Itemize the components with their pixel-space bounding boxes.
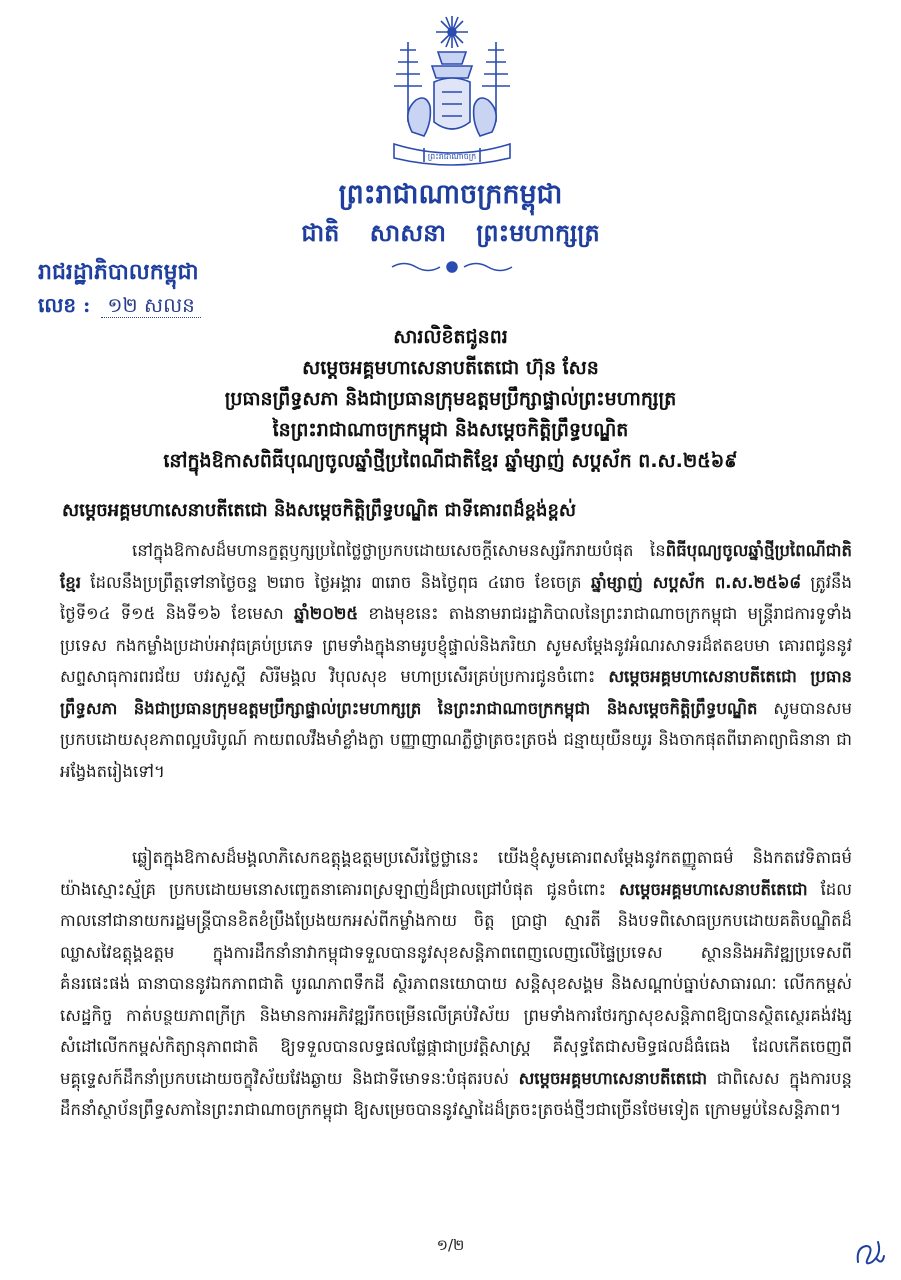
p2-text-d: សម្ដេចអគ្គមហាសេនាបតីតេជោ <box>518 1068 708 1088</box>
p1-text-h: សម្ដេចអគ្គមហាសេនាបតីតេជោ ប្រធានព្រឹទ្ធសភា និងជាប្រធានក្រុមឧត្ដមប្រឹក្សាផ្ទាល់ព្រះមហាក្សត្រ នៃព្រះរាជាណាចក្រកម្ពុជា និងសម្ដេចកិត្តិព្រឹទ្ធបណ្ឌិត <box>60 667 853 718</box>
p2-text-a: ឆ្លៀតក្នុងឱកាសដ៏មង្គលាភិសេកឧត្តុង្គឧត្តមប្រសើរថ្លៃថ្លានេះ យើងខ្ញុំសូមគោរពសម្ដែងនូវកតញ្ញូតាធម៌ និងកតវេទិតាធម៌យ៉ាងស្មោះស្ម័គ្រ ប្រកបដោយមនោសញ្ចេតនាគោរពស្រឡាញ់ដ៏ជ្រាលជ្រៅបំផុត ជូនចំពោះ <box>60 848 852 899</box>
body-paragraph-1 <box>60 535 852 787</box>
title-line-4: នៃព្រះរាជាណាចក្រកម្ពុជា និងសម្ដេចកិត្តិព្រឹទ្ធបណ្ឌិត <box>272 419 629 441</box>
p2-text-c: ដែលកាលនៅជានាយករដ្ឋមន្ត្រីបានខិតខំប្រឹងប្រែងយកអស់ពីកម្លាំងកាយ ចិត្ត ប្រាជ្ញា ស្មារតី និងបទពិសោធប្រកបដោយគតិបណ្ឌិតដ៏ឈ្លាសវៃឧត្តុង្គឧត្តម ក្នុងការដឹកនាំនាវាកម្ពុជាទទួលបាននូវសុខសន្តិភាពពេញលេញលើផ្ទៃប្រទេស ស្ថាននិងអភិវឌ្ឍប្រទេសពីគំនរផេះផង់ ធានាបាននូវឯកភាពជាតិ បូរណភាពទឹកដី ស្ថិរភាពនយោបាយ សន្តិសុខសង្គម និងសណ្ដាប់ធ្នាប់សាធារណៈ លើកកម្ពស់សេដ្ឋកិច្ច កាត់បន្ថយភាពក្រីក្រ និងមានការអភិវឌ្ឍរីកចម្រើនលើគ្រប់វិស័យ ព្រមទាំងការថែរក្សាសុខសន្តិភាពឱ្យបានស្ថិតស្ថេរគង់វង្ស សំដៅលើកកម្ពស់កិត្យានុភាពជាតិ ឱ្យទទួលបានលទ្ធផលផ្លែផ្កាជាប្រវត្តិសាស្ត្រ គឺសុទ្ធតែជាសមិទ្ធផលដ៏ធំធេង ដែលកើតចេញពីមគ្គុទ្ទេសក៍ដឹកនាំប្រកបដោយចក្ខុវិស័យវែងឆ្ងាយ និងជាទីមោទនៈបំផុតរបស់ <box>60 879 852 1088</box>
p1-text-d: ឆ្នាំម្សាញ់ សប្តស័ក ព.ស.២៥៦៨ <box>590 572 802 592</box>
issuing-government: រាជរដ្ឋាភិបាលកម្ពុជា <box>38 259 199 285</box>
letter-title-block <box>40 322 861 477</box>
document-number <box>38 292 201 322</box>
title-line-2: សម្ដេចអគ្គមហាសេនាបតីតេជោ ហ៊ុន សែន <box>302 357 599 379</box>
title-line-3: ប្រធានព្រឹទ្ធសភា និងជាប្រធានក្រុមឧត្ដមប្រឹក្សាផ្ទាល់ព្រះមហាក្សត្រ <box>224 388 677 410</box>
p1-text-e: ត្រូវនឹងថ្ងៃទី១៤ ទី១៥ និងទី១៦ ខែមេសា <box>60 572 852 623</box>
p1-text-b: ពិធីបុណ្យចូលឆ្នាំថ្មីប្រពៃណីជាតិខ្មែរ <box>60 541 852 592</box>
p1-text-c: ដែលនឹងប្រព្រឹត្តទៅនាថ្ងៃចន្ទ ២រោច ថ្ងៃអង្គារ ៣រោច និងថ្ងៃពុធ ៤រោច ខែចេត្រ <box>80 572 591 592</box>
page-number: ១/២ <box>436 1236 465 1254</box>
title-line-5: នៅក្នុងឱកាសពិធីបុណ្យចូលឆ្នាំថ្មីប្រពៃណីជាតិខ្មែរ ឆ្នាំម្សាញ់ សប្តស័ក ព.ស.២៥៦៩ <box>163 450 738 472</box>
p2-text-b: សម្ដេចអគ្គមហាសេនាបតីតេជោ <box>619 879 808 899</box>
body-paragraph-2 <box>60 842 852 1126</box>
title-line-1: សារលិខិតជូនពរ <box>393 326 508 348</box>
royal-arms-icon <box>372 12 532 172</box>
salutation: សម្ដេចអគ្គមហាសេនាបតីតេជោ និងសម្ដេចកិត្តិព្រឹទ្ធបណ្ឌិត ជាទីគោរពដ៏ខ្ពង់ខ្ពស់ <box>62 500 577 521</box>
national-motto: ជាតិ សាសនា ព្រះមហាក្សត្រ <box>301 218 600 247</box>
document-number-value: ១២ សលន <box>101 293 200 318</box>
document-number-label: លេខ : <box>38 293 91 317</box>
p1-text-f: ឆ្នាំ២០២៥ <box>294 604 359 623</box>
handwritten-initials-icon <box>852 1232 888 1272</box>
emblem-scroll-text: ព្រះរាជាណាចក្រ <box>427 152 477 161</box>
p1-text-a: នៅក្នុងឱកាសដ៏មហានក្ខត្តឫក្សប្រពៃថ្លៃថ្លាប្រកបដោយសេចក្ដីសោមនស្សរីករាយបំផុត នៃ <box>132 541 666 560</box>
p1-text-i: សូមបានសមប្រកបដោយសុខភាពល្អបរិបូណ៍ កាយពលវឹងមាំខ្លាំងក្លា បញ្ញាញាណភ្លឺថ្លាត្រចះត្រចង់ ជន្មាយុយឺនយូរ និងចាកផុតពីរោគាព្យាធិនានា ជាអង្វែងតរៀងទៅ។ <box>60 698 852 781</box>
p1-text-g: ខាងមុខនេះ តាងនាមរាជរដ្ឋាភិបាលនៃព្រះរាជាណាចក្រកម្ពុជា មន្ត្រីរាជការទូទាំងប្រទេស កងកម្លាំងប្រដាប់អាវុធគ្រប់ប្រភេទ ព្រមទាំងក្នុងនាមរូបខ្ញុំផ្ទាល់និងភរិយា សូមសម្ដែងនូវអំណរសាទរដ៏ឥតឧបមា គោរពជូននូវសព្ទសាធុការពរជ័យ បវរសួស្តី សិរីមង្គល វិបុលសុខ មហាប្រសើរគ្រប់ប្រការជូនចំពោះ <box>60 604 852 686</box>
kingdom-heading: ព្រះរាជាណាចក្រកម្ពុជា <box>338 179 563 210</box>
p2-text-e: ជាពិសេស ក្នុងការបន្តដឹកនាំស្ថាប័នព្រឹទ្ធសភានៃព្រះរាជាណាចក្រកម្ពុជា ឱ្យសម្រេចបាននូវស្នាដៃដ៏ត្រចះត្រចង់ថ្មីៗជាច្រើនថែមទៀត ក្រោមម្លប់នៃសន្តិភាព។ <box>60 1068 852 1119</box>
ornament-divider-icon <box>388 258 516 276</box>
